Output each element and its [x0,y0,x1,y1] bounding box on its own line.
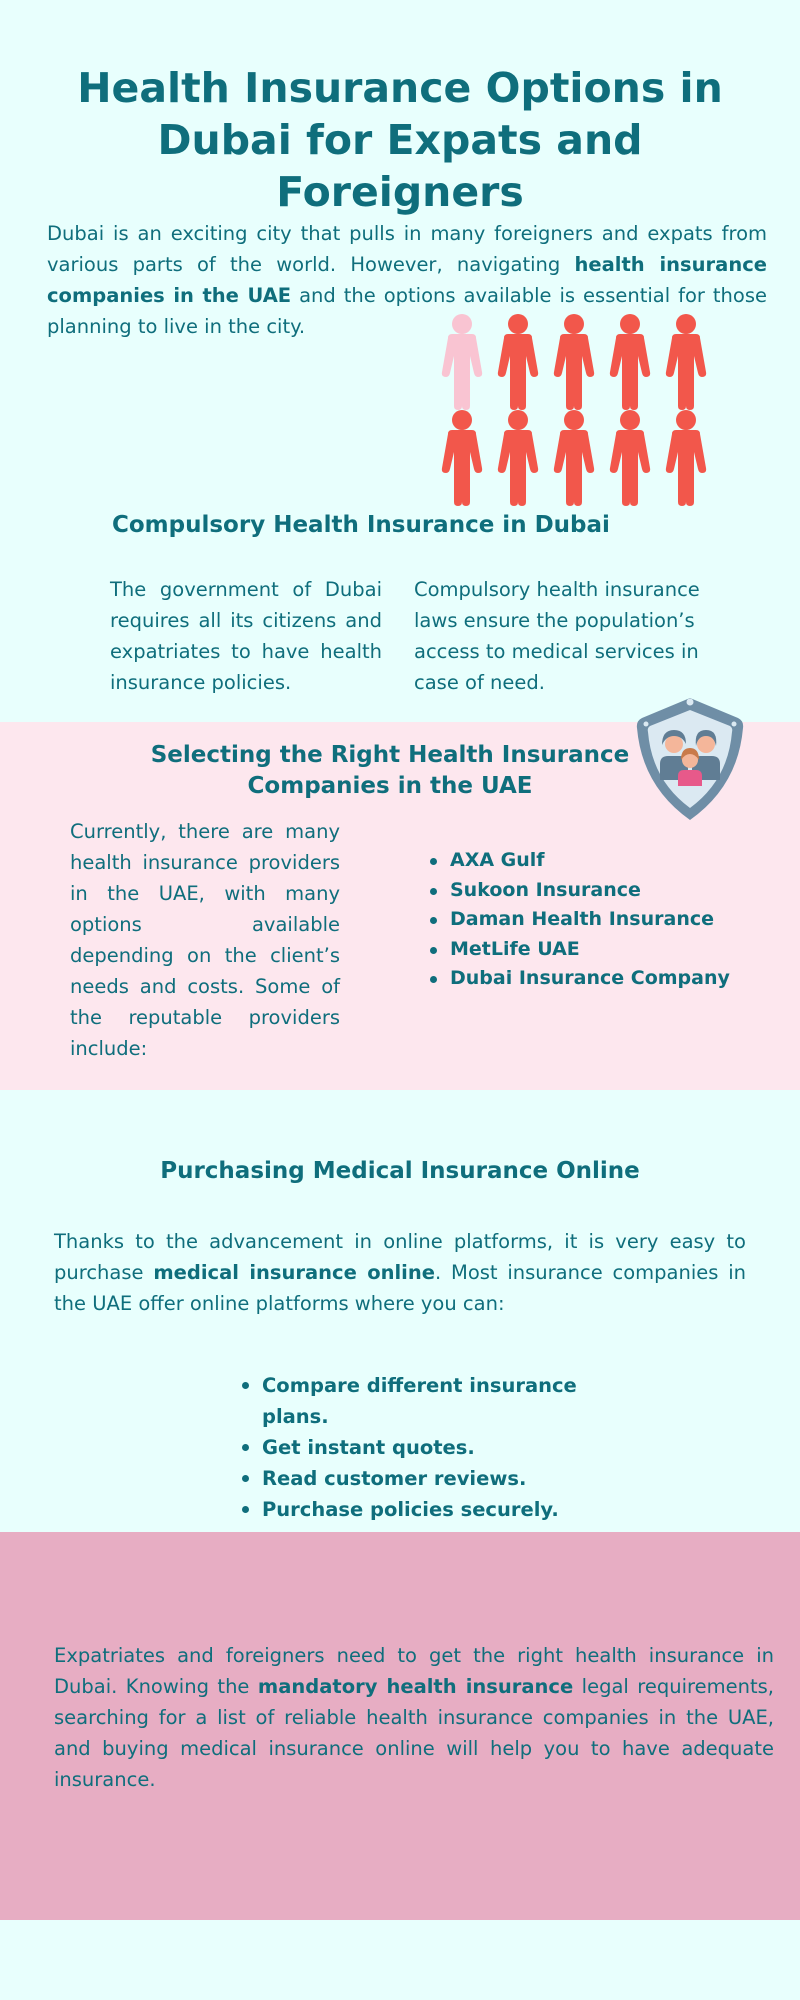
online-steps-list [242,1370,582,1525]
intro-text-start: Dubai is an exciting city that pulls in many foreigners and expats from various parts of the world. However, navigating [47,222,767,276]
purchasing-heading: Purchasing Medical Insurance Online [160,1158,640,1184]
purchasing-bold-text: medical insurance online [153,1261,435,1284]
person-icon [666,314,706,410]
person-icon-highlighted [442,314,482,410]
conclusion-text [54,1640,774,1795]
compulsory-heading: Compulsory Health Insurance in Dubai [112,512,610,538]
purchasing-text [54,1226,746,1319]
person-figures [442,314,706,506]
conclusion-text-end: legal requirements, searching for a list of reliable health insurance companies in the UAE, and buying medical insurance online will help you to have adequate insurance. [54,1675,774,1791]
person-icon [498,410,538,506]
purchasing-text-end: . Most insurance companies in the UAE offer online platforms where you can: [54,1261,747,1315]
intro-text-end: and the options available is essential for those planning to live in the city. [47,284,767,338]
list-item: Sukoon Insurance [430,876,750,906]
selecting-text: Currently, there are many health insurance providers in the UAE, with many options available depending on the client’s needs and costs. Some of the reputable providers include: [70,820,340,1060]
list-item: AXA Gulf [430,846,750,876]
person-icon [442,410,482,506]
compulsory-right-text: Compulsory health insurance laws ensure the population’s access to medical services in case of need. [414,578,700,694]
list-item: Compare different insurance plans. [242,1370,582,1432]
person-icon [666,410,706,506]
list-item: Get instant quotes. [242,1432,582,1463]
conclusion-bold-text: mandatory health insurance [257,1675,574,1698]
list-item: MetLife UAE [430,935,750,965]
provider-list [430,846,750,994]
selecting-heading: Selecting the Right Health Insurance Companies in the UAE [150,742,630,799]
page-title: Health Insurance Options in Dubai for Expats and Foreigners [77,64,723,216]
list-item: Dubai Insurance Company [430,964,750,994]
person-icon [610,314,650,410]
person-icon [554,410,594,506]
intro-bold-link-text: health insurance companies in the UAE [47,253,767,307]
family-shield-icon [632,694,748,824]
purchasing-text-start: Thanks to the advancement in online platforms, it is very easy to purchase [54,1230,746,1284]
list-item: Daman Health Insurance [430,905,750,935]
person-icon [610,410,650,506]
list-item: Purchase policies securely. [242,1494,582,1525]
conclusion-text-start: Expatriates and foreigners need to get the right health insurance in Dubai. Knowing the [54,1644,774,1698]
person-icon [498,314,538,410]
compulsory-left-text: The government of Dubai requires all its citizens and expatriates to have health insurance policies. [110,578,382,694]
person-icon [554,314,594,410]
people-group-icon [434,312,714,508]
list-item: Read customer reviews. [242,1463,582,1494]
